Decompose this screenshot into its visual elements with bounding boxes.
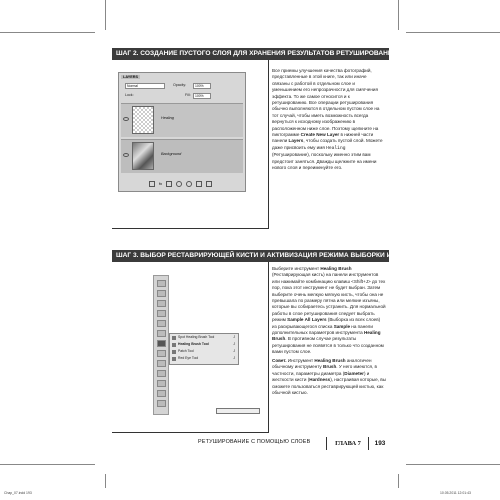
- spot-healing-icon: [172, 336, 176, 340]
- page-footer: [198, 437, 390, 450]
- lasso-tool-icon[interactable]: [157, 300, 166, 307]
- gradient-tool-icon[interactable]: [157, 390, 166, 397]
- history-brush-tool-icon[interactable]: [157, 370, 166, 377]
- quick-select-tool-icon[interactable]: [157, 310, 166, 317]
- options-bar-snippet: [216, 408, 260, 414]
- red-eye-icon: [172, 357, 176, 361]
- flyout-item[interactable]: Patch Tool: [178, 349, 194, 353]
- eye-icon[interactable]: [123, 117, 129, 121]
- flyout-item[interactable]: Spot Healing Brush Tool: [178, 335, 215, 339]
- layers-panel-footer: [121, 179, 243, 189]
- crop-mark: [0, 464, 95, 465]
- opacity-field[interactable]: 100%: [193, 83, 211, 89]
- patch-icon: [172, 350, 176, 354]
- column-divider: [268, 262, 269, 432]
- eyedropper-tool-icon[interactable]: [157, 330, 166, 337]
- figure-border: [112, 228, 269, 229]
- crop-mark: [105, 0, 106, 30]
- adjustment-icon[interactable]: [176, 181, 182, 187]
- slug-date: 10.05.2011 12:01:43: [440, 491, 471, 495]
- eraser-tool-icon[interactable]: [157, 380, 166, 387]
- healing-brush-icon: [172, 343, 176, 347]
- crop-tool-icon[interactable]: [157, 320, 166, 327]
- move-tool-icon[interactable]: [157, 280, 166, 287]
- step2-title: ШАГ 2. СОЗДАНИЕ ПУСТОГО СЛОЯ ДЛЯ ХРАНЕНИЯ РЕЗУЛЬТАТОВ РЕТУШИРОВАНИЯ: [112, 48, 389, 60]
- link-icon[interactable]: [149, 181, 155, 187]
- figure-border: [112, 432, 269, 433]
- flyout-item[interactable]: Red Eye Tool: [178, 356, 199, 360]
- brush-tool-icon[interactable]: [157, 350, 166, 357]
- step3-title: ШАГ 3. ВЫБОР РЕСТАВРИРУЮЩЕЙ КИСТИ И АКТИВИЗАЦИЯ РЕЖИМА ВЫБОРКИ ИЗ ВСЕХ СЛОЕВ: [112, 250, 389, 262]
- flyout-item[interactable]: Healing Brush Tool: [178, 342, 209, 346]
- flyout-shortcut: J: [233, 335, 235, 339]
- layer-row-healing[interactable]: [121, 103, 243, 137]
- fx-icon[interactable]: fx: [158, 182, 162, 186]
- flyout-shortcut: J: [233, 342, 235, 346]
- stamp-tool-icon[interactable]: [157, 360, 166, 367]
- crop-mark: [398, 0, 399, 30]
- slug-file: Chap_07.indd 193: [4, 491, 32, 495]
- crop-mark: [0, 32, 95, 33]
- layer-name: Healing: [161, 116, 174, 120]
- crop-mark: [406, 32, 500, 33]
- flyout-shortcut: J: [233, 349, 235, 353]
- healing-tool-icon[interactable]: [157, 340, 166, 347]
- blend-mode-select[interactable]: Normal: [125, 83, 165, 89]
- fill-label: Fill:: [185, 93, 191, 97]
- lock-label: Lock:: [125, 93, 134, 97]
- crop-mark: [406, 464, 500, 465]
- layer-row-background[interactable]: [121, 139, 243, 173]
- crop-mark: [398, 474, 399, 488]
- crop-mark: [105, 474, 106, 488]
- layer-name: Background: [161, 152, 182, 156]
- layer-thumbnail: [132, 106, 154, 134]
- healing-tool-flyout: [169, 333, 239, 365]
- layers-panel-title: LAYERS: [123, 75, 139, 79]
- page-number: 193: [368, 437, 391, 450]
- layers-panel: [118, 72, 246, 192]
- flyout-shortcut: J: [233, 356, 235, 360]
- step2-body: Все приемы улучшения качества фотографий, представленные в этой книге, так или иначе связаны с работой в отдельном слое и уменьшением его непрозрачности для смягчения эффекта. То же самое относится и к ретушированию. Все операции ретуширования обычно выполняются в отдельном пустом слое на тот случай, чтобы иметь возможность всегда вернуться к исходному изображению в расположенном ниже слое. Поэтому щелкните на пиктограмме Create New Layer в нижней части панели Layers, чтобы создать пустой слой. Можете даже присвоить ему имя Healing (Ретуширование), поскольку именно этим вам предстоит заняться. Дважды щелкните на имени нового слоя и переименуйте его.: [272, 68, 383, 171]
- layer-thumbnail: [132, 142, 154, 170]
- fill-field[interactable]: 100%: [193, 93, 211, 99]
- marquee-tool-icon[interactable]: [157, 290, 166, 297]
- column-divider: [268, 60, 269, 228]
- opacity-label: Opacity:: [173, 83, 187, 87]
- dodge-tool-icon[interactable]: [157, 400, 166, 407]
- photoshop-toolbar: [153, 275, 169, 415]
- new-layer-icon[interactable]: [186, 181, 192, 187]
- mask-icon[interactable]: [166, 181, 172, 187]
- folder-icon[interactable]: [196, 181, 202, 187]
- step3-body: Выберите инструмент Healing Brush (Реставрирующая кисть) на панели инструментов или нажимайте комбинацию клавиш <Shift+J> до тех пор, пока этот инструмент не будет выбран. Затем выберите очень мелкую мягкую кисть, чтобы она не превышала по размеру пятна или мелкие изъяны, которые вы собираетесь устранить. Для нормальной работы в слое ретуширования следует выбрать режим Sample All Layers (Выборка из всех слоев) из раскрывающегося списка Sample на панели дополнительных параметров инструмента Healing Brush. В противном случае результаты ретуширования не появятся в только что созданном вами пустом слое. Совет. Инструмент Healing Brush аналогичен обычному инструменту Brush. У него имеются, в частности, параметры диаметра (Diameter) и жесткости кисти (Hardness), настраивая которые, вы сможете пользоваться реставрирующей кистью, как обычной кистью.: [272, 266, 386, 395]
- trash-icon[interactable]: [206, 181, 212, 187]
- eye-icon[interactable]: [123, 153, 129, 157]
- running-title: РЕТУШИРОВАНИЕ С ПОМОЩЬЮ СЛОЕВ: [198, 439, 311, 445]
- chapter-label: ГЛАВА 7: [326, 437, 369, 450]
